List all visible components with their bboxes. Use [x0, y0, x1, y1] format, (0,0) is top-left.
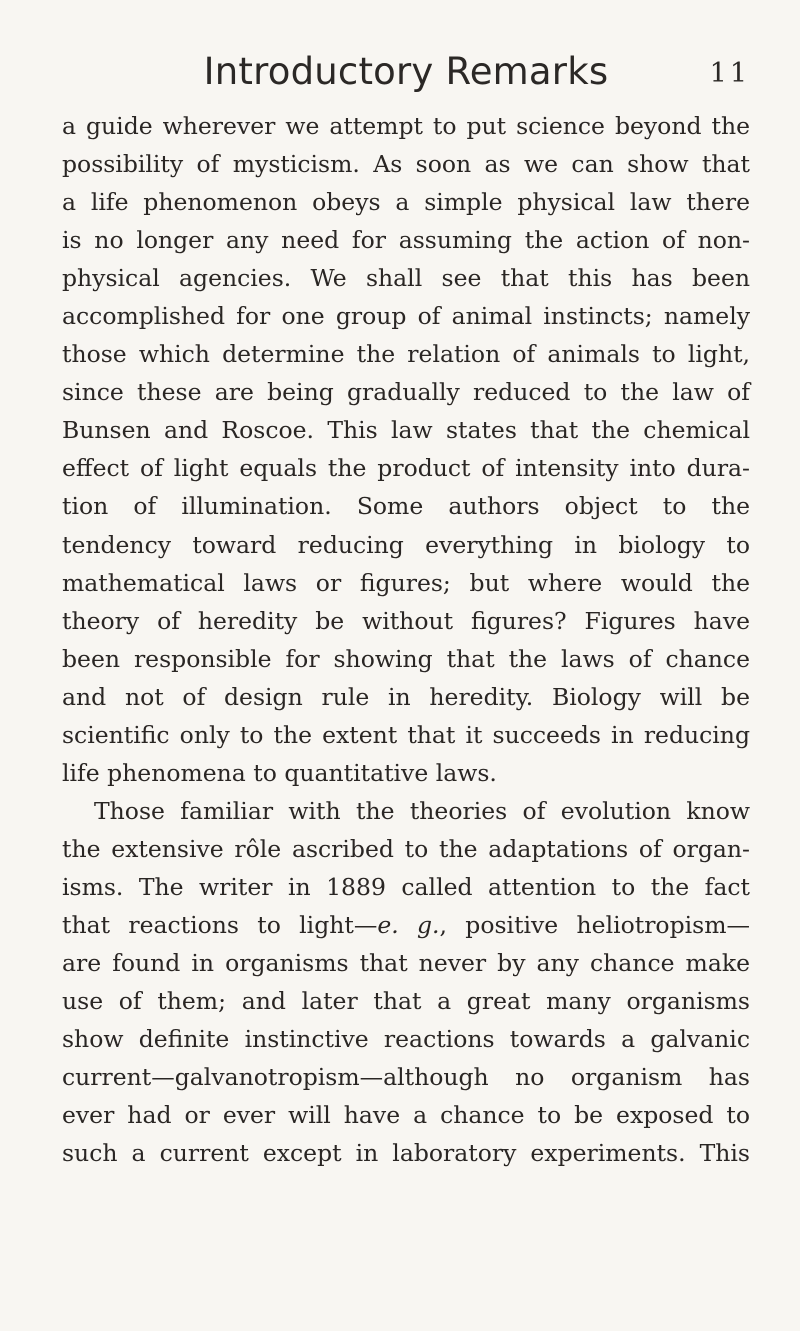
text-line: that reactions to light—e. g., positive heliotropism— [62, 910, 750, 939]
text-line: Bunsen and Roscoe. This law states that the chemical [62, 416, 750, 445]
text-line: tion of illumination. Some authors object to the [62, 492, 750, 521]
text-line: tendency toward reducing everything in biology to [62, 530, 750, 559]
text-line: mathematical laws or figures; but where would the [62, 568, 750, 597]
text-line: such a current except in laboratory experiments. This [62, 1139, 750, 1168]
text-line: and not of design rule in heredity. Biology will be [62, 682, 750, 711]
text-line: since these are being gradually reduced to the law of [62, 378, 750, 407]
text-line: show definite instinctive reactions towards a galvanic [62, 1025, 750, 1054]
text-line: the extensive rôle ascribed to the adaptations of organ- [62, 834, 750, 863]
text-line: physical agencies. We shall see that this has been [62, 264, 750, 293]
text-line: isms. The writer in 1889 called attention to the fact [62, 872, 750, 901]
text-line: scientific only to the extent that it succeeds in reducing [62, 720, 750, 749]
text-line: a guide wherever we attempt to put science beyond the [62, 112, 750, 140]
text-line: current—galvanotropism—although no organism has [62, 1063, 750, 1092]
italic-abbreviation: e. g. [377, 910, 440, 939]
text-line-paragraph-start: Those familiar with the theories of evolution know [94, 796, 750, 825]
text-line: use of them; and later that a great many organisms [62, 987, 750, 1016]
body-text [62, 107, 750, 1172]
text-line: are found in organisms that never by any chance make [62, 949, 750, 978]
running-title: Introductory Remarks [203, 50, 609, 93]
text-line: those which determine the relation of animals to light, [62, 340, 750, 369]
text-line: a life phenomenon obeys a simple physical law there [62, 188, 750, 217]
text-line: effect of light equals the product of intensity into dura- [62, 454, 750, 483]
page-number: 11 [709, 58, 750, 89]
text-line: is no longer any need for assuming the action of non- [62, 226, 750, 255]
text-line: ever had or ever will have a chance to be exposed to [62, 1101, 750, 1130]
text-line-paragraph-end: life phenomena to quantitative laws. [62, 758, 497, 787]
text-line: theory of heredity be without figures? Figures have [62, 606, 750, 635]
running-head [62, 48, 750, 96]
text-line: been responsible for showing that the laws of chance [62, 644, 750, 673]
text-line: accomplished for one group of animal instincts; namely [62, 302, 750, 331]
text-line: possibility of mysticism. As soon as we can show that [62, 150, 750, 179]
